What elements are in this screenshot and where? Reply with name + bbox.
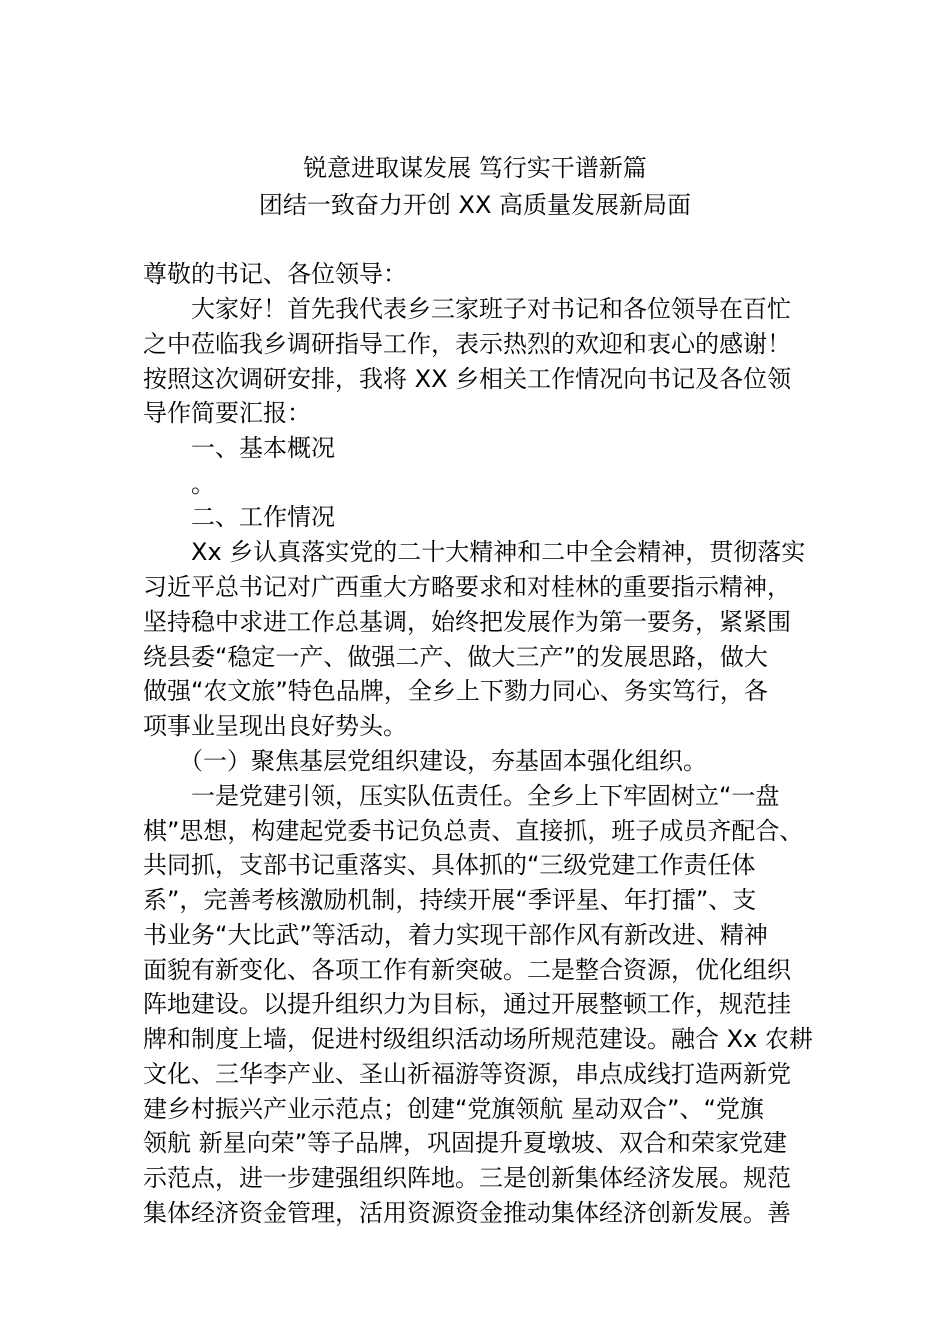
section-heading: 二、工作情况 [143,503,335,531]
section-heading: 一、基本概况 [143,434,335,462]
body-line: Xx 乡认真落实党的二十大精神和二中全会精神，贯彻落实 [143,538,806,566]
body-line: 集体经济资金管理，活用资源资金推动集体经济创新发展。善 [143,1199,791,1227]
body-line: 领航 新星向荣”等子品牌，巩固提升夏墩坡、双合和荣家党建 [143,1129,788,1157]
document-title-line-1: 锐意进取谋发展 笃行实干谱新篇 [303,154,647,182]
body-line: 阵地建设。以提升组织力为目标，通过开展整顿工作，规范挂 [143,990,791,1018]
body-line: 绕县委“稳定一产、做强二产、做大三产”的发展思路，做大 [143,643,768,671]
body-line: 项事业呈现出良好势头。 [143,712,407,740]
body-line: 。 [143,470,215,498]
body-line: 示范点，进一步建强组织阵地。三是创新集体经济发展。规范 [143,1164,791,1192]
body-line: 按照这次调研安排，我将 XX 乡相关工作情况向书记及各位领 [143,365,792,393]
body-line: 牌和制度上墙，促进村级组织活动场所规范建设。融合 Xx 农耕 [143,1025,813,1053]
body-line: 棋”思想，构建起党委书记负总责、直接抓，班子成员齐配合、 [143,817,804,845]
body-line: 做强“农文旅”特色品牌，全乡上下勠力同心、务实笃行，各 [143,677,768,705]
body-line: 导作简要汇报： [143,399,311,427]
body-line: 建乡村振兴产业示范点；创建“党旗领航 星动双合”、“党旗 [143,1095,764,1123]
body-line: 之中莅临我乡调研指导工作，表示热烈的欢迎和衷心的感谢！ [143,330,791,358]
body-line: 共同抓，支部书记重落实、具体抓的“三级党建工作责任体 [143,851,756,879]
body-line: 书业务“大比武”等活动，着力实现干部作风有新改进、精神 [143,921,768,949]
body-line: 面貌有新变化、各项工作有新突破。二是整合资源，优化组织 [143,956,791,984]
subsection-heading: （一）聚焦基层党组织建设，夯基固本强化组织。 [143,747,707,775]
body-line: 大家好！首先我代表乡三家班子对书记和各位领导在百忙 [143,295,791,323]
body-line: 文化、三华李产业、圣山祈福游等资源，串点成线打造两新党 [143,1060,791,1088]
body-line: 系”，完善考核激励机制，持续开展“季评星、年打擂”、支 [143,886,757,914]
document-title-line-2: 团结一致奋力开创 XX 高质量发展新局面 [258,191,692,219]
salutation: 尊敬的书记、各位领导： [143,260,407,288]
body-line: 坚持稳中求进工作总基调，始终把发展作为第一要务，紧紧围 [143,608,791,636]
body-line: 习近平总书记对广西重大方略要求和对桂林的重要指示精神， [143,573,791,601]
body-line: 一是党建引领，压实队伍责任。全乡上下牢固树立“一盘 [143,782,780,810]
